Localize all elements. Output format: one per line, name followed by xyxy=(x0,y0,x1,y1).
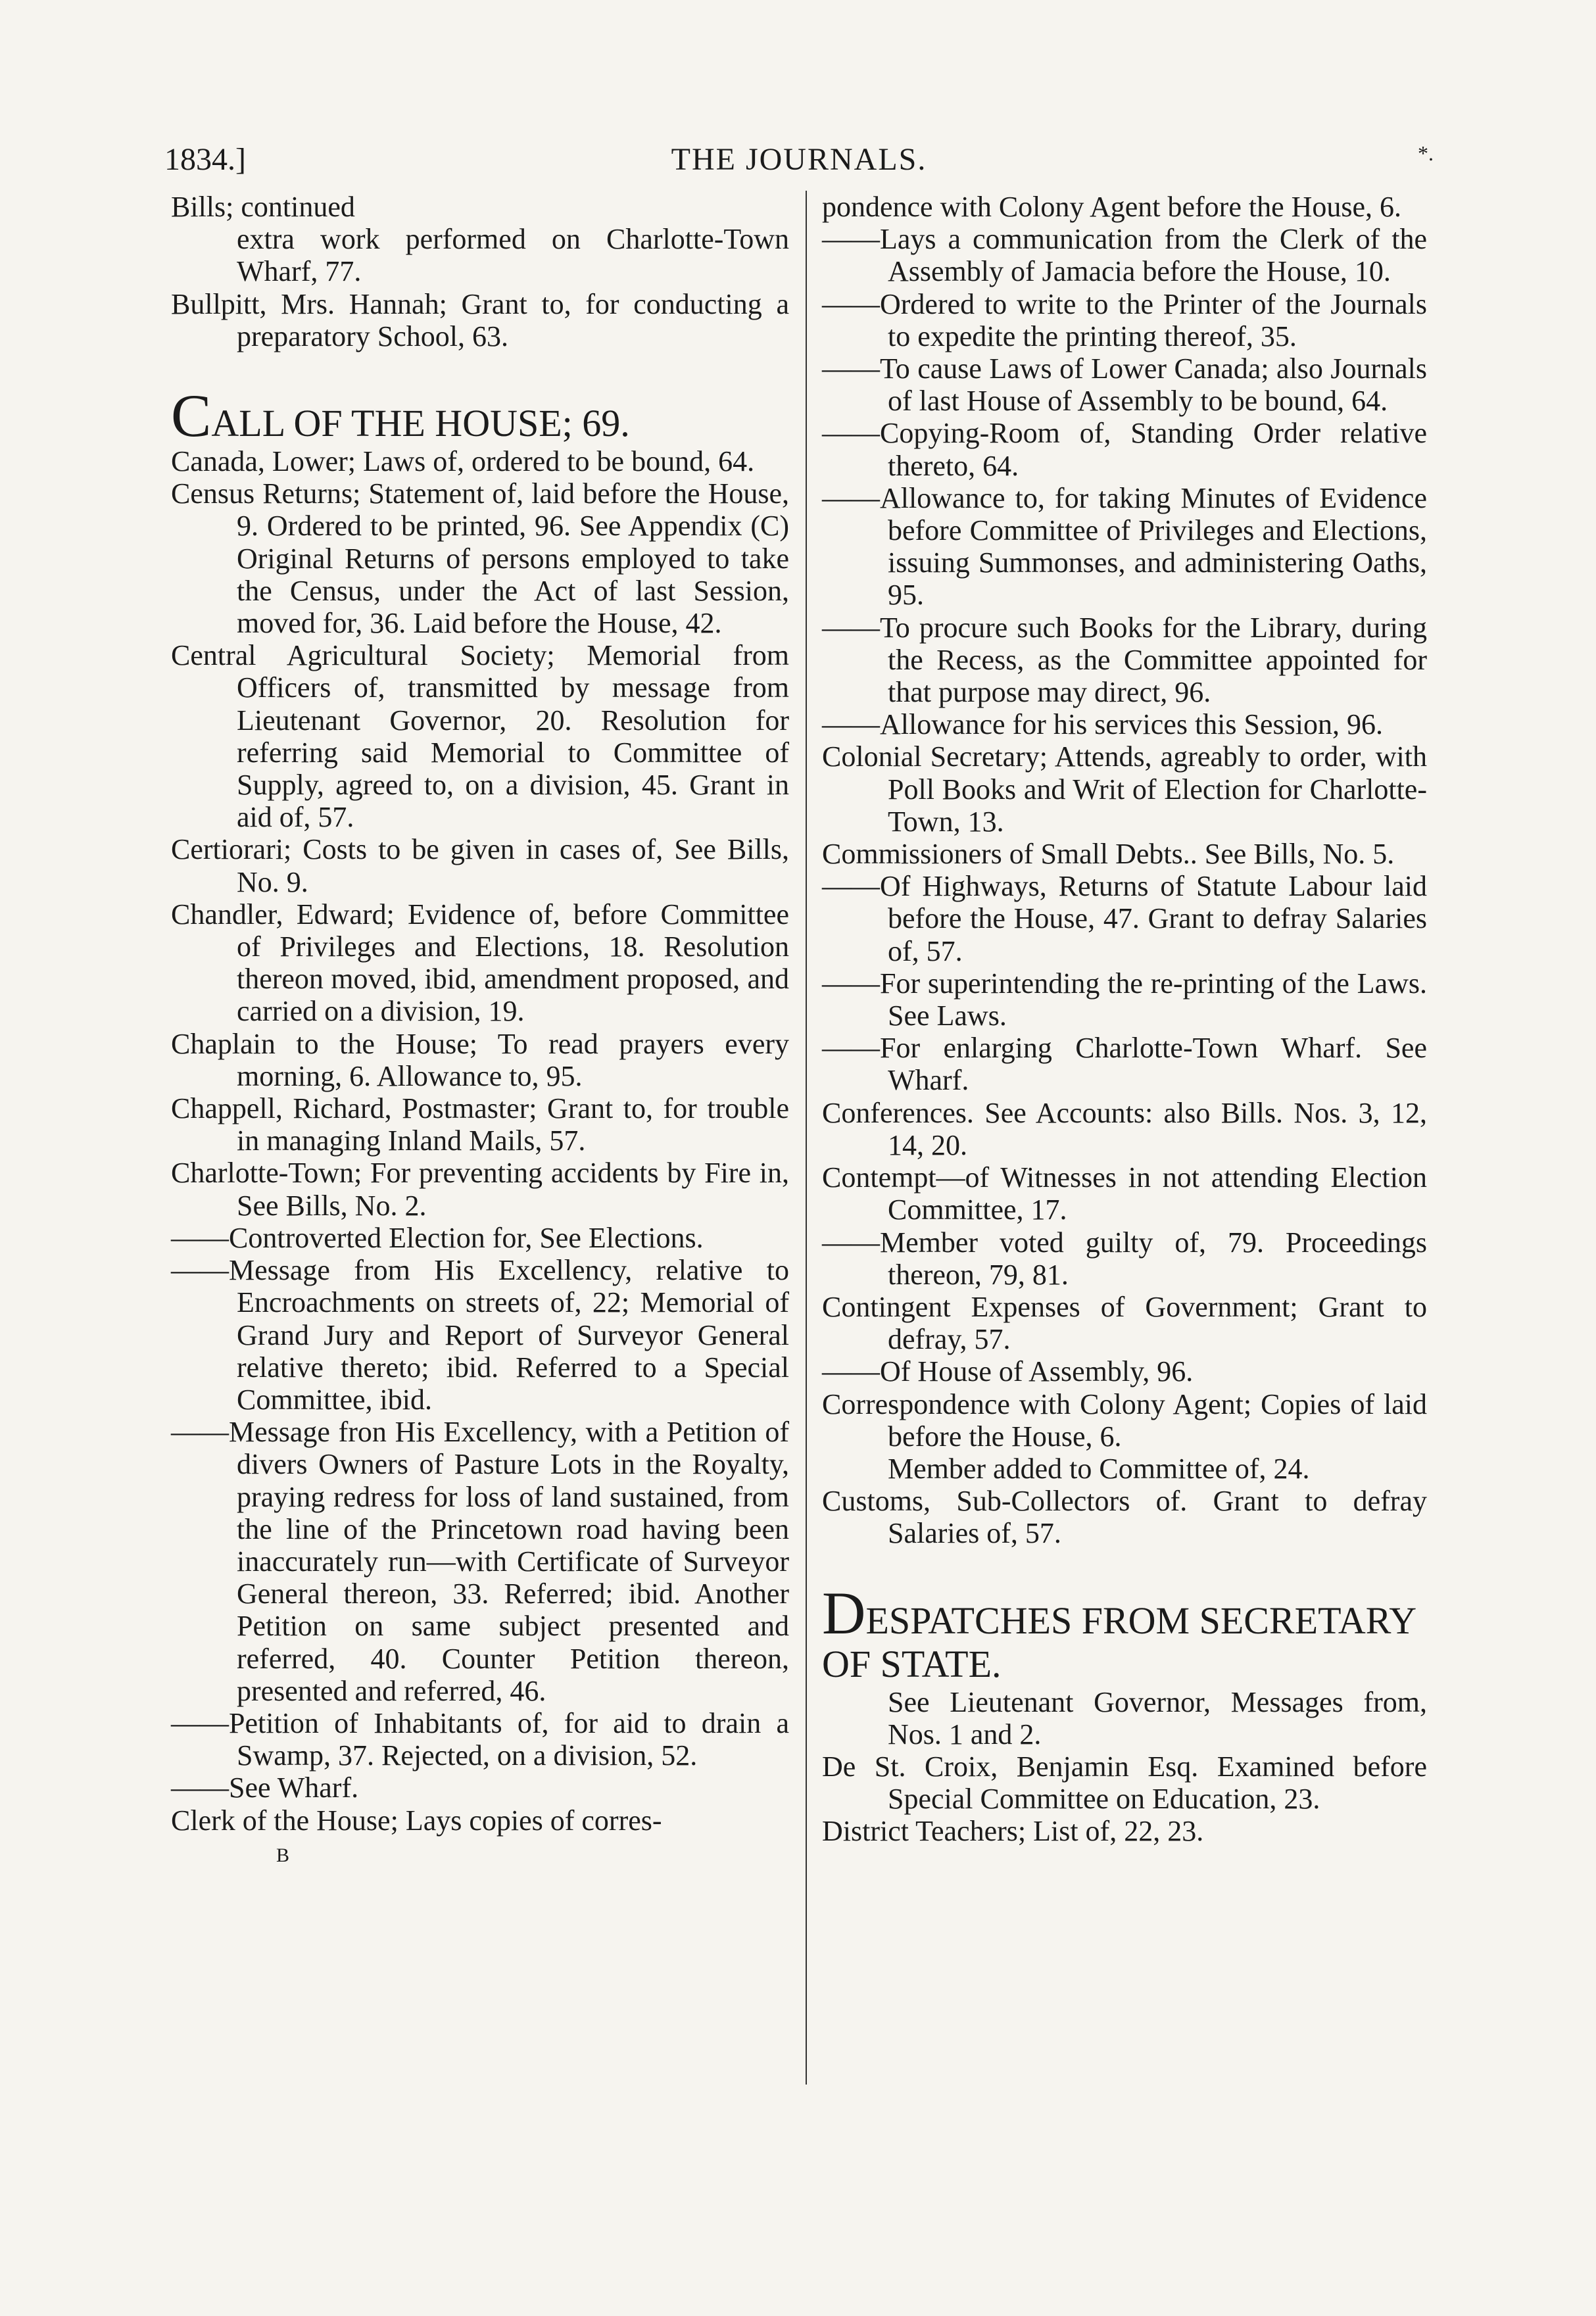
index-entry: ——Of House of Assembly, 96. xyxy=(822,1355,1194,1388)
index-entry: Correspondence with Colony Agent; Copies of laid before the House, 6. xyxy=(822,1387,1427,1453)
section-initial: C xyxy=(171,382,212,450)
index-entry: De St. Croix, Benjamin Esq. Examined before Special Committee on Education, 23. xyxy=(822,1750,1427,1816)
index-entry: ——Copying-Room of, Standing Order relative thereto, 64. xyxy=(822,417,1427,482)
left-column xyxy=(171,191,789,1871)
section-heading xyxy=(822,1579,1427,1686)
signature-mark: B xyxy=(276,1844,290,1866)
page-header xyxy=(164,135,1434,187)
index-entry: ——Message fron His Excellency, with a Petition of divers Owners of Pasture Lots in the Royalty, praying redress for loss of land sustained, from the line of the Princetown road having been inaccurately run—with Certificate of Surveyor General thereon, 33. Referred; ibid. Another Petition on same subject presented and referred, 40. Counter Petition thereon, presented and referred, 46. xyxy=(171,1416,789,1707)
index-entry: District Teachers; List of, 22, 23. xyxy=(822,1815,1204,1848)
section-spacer xyxy=(171,352,789,389)
section-heading xyxy=(171,382,789,450)
index-entry: extra work performed on Charlotte-Town Wharf, 77. xyxy=(237,223,789,288)
index-entry: ——Of Highways, Returns of Statute Labour laid before the House, 47. Grant to defray Salaries of, 57. xyxy=(822,870,1427,967)
index-entry: ——Allowance to, for taking Minutes of Evidence before Committee of Privileges and Elections, issuing Summonses, and administering Oaths, 95. xyxy=(822,481,1427,612)
index-entry: ——Lays a communication from the Clerk of the Assembly of Jamacia before the House, 10. xyxy=(822,223,1427,288)
page-title: THE JOURNALS. xyxy=(671,142,927,177)
index-entry: pondence with Colony Agent before the House, 6. xyxy=(822,191,1402,223)
index-entry: Chaplain to the House; To read prayers every morning, 6. Allowance to, 95. xyxy=(171,1027,789,1092)
section-spacer xyxy=(822,1550,1427,1586)
header-mark: *. xyxy=(1418,141,1434,165)
index-entry: Bullpitt, Mrs. Hannah; Grant to, for conducting a preparatory School, 63. xyxy=(171,287,789,352)
index-entry: Commissioners of Small Debts.. See Bills, No. 5. xyxy=(822,838,1395,871)
index-entry: Contingent Expenses of Government; Grant to defray, 57. xyxy=(822,1290,1427,1356)
index-entry: Census Returns; Statement of, laid before the House, 9. Ordered to be printed, 96. See Appendix (C) Original Returns of persons employed to take the Census, under the Act of last Session, moved for, 36. Laid before the House, 42. xyxy=(171,477,789,640)
index-entry: ——Petition of Inhabitants of, for aid to drain a Swamp, 37. Rejected, on a division, 52. xyxy=(171,1706,789,1772)
index-entry: ——Member voted guilty of, 79. Proceedings thereon, 79, 81. xyxy=(822,1226,1427,1291)
column-divider xyxy=(806,191,807,2085)
index-entry: Canada, Lower; Laws of, ordered to be bound, 64. xyxy=(171,445,755,478)
index-entry: ——For enlarging Charlotte-Town Wharf. See Wharf. xyxy=(822,1032,1427,1097)
index-entry: Contempt—of Witnesses in not attending Election Committee, 17. xyxy=(822,1161,1427,1226)
index-entry: Chandler, Edward; Evidence of, before Committee of Privileges and Elections, 18. Resolution thereon moved, ibid, amendment proposed, and carried on a division, 19. xyxy=(171,898,789,1028)
index-entry: Conferences. See Accounts: also Bills. Nos. 3, 12, 14, 20. xyxy=(822,1096,1427,1161)
index-entry: Central Agricultural Society; Memorial from Officers of, transmitted by message from Lieutenant Governor, 20. Resolution for referring said Memorial to Committee of Supply, agreed to, on a division, 45. Grant in aid of, 57. xyxy=(171,639,789,834)
section-initial: D xyxy=(822,1579,866,1647)
index-entry: ——For superintending the re-printing of the Laws. See Laws. xyxy=(822,967,1427,1032)
index-entry: Member added to Committee of, 24. xyxy=(888,1452,1310,1485)
page-year: 1834.] xyxy=(164,142,246,177)
index-entry: Certiorari; Costs to be given in cases of, See Bills, No. 9. xyxy=(171,833,789,898)
index-entry: ——To procure such Books for the Library, during the Recess, as the Committee appointed for that purpose may direct, 96. xyxy=(822,611,1427,709)
index-entry: ——Message from His Excellency, relative to Encroachments on streets of, 22; Memorial of Grand Jury and Report of Surveyor General relative thereto; ibid. Referred to a Special Committee, ibid. xyxy=(171,1254,789,1416)
section-heading-text: ESPATCHES FROM SECRETARY OF STATE. xyxy=(822,1599,1415,1685)
index-entry: Bills; continued xyxy=(171,191,355,223)
index-entry: See Lieutenant Governor, Messages from, Nos. 1 and 2. xyxy=(888,1685,1427,1750)
index-entry: ——Controverted Election for, See Elections. xyxy=(171,1221,704,1254)
index-entry: Clerk of the House; Lays copies of corres- xyxy=(171,1804,662,1837)
index-entry: Charlotte-Town; For preventing accidents by Fire in, See Bills, No. 2. xyxy=(171,1157,789,1222)
section-heading-text: ALL OF THE HOUSE; 69. xyxy=(211,402,630,445)
index-entry: ——Allowance for his services this Session, 96. xyxy=(822,708,1383,741)
index-entry: ——Ordered to write to the Printer of the Journals to expedite the printing thereof, 35. xyxy=(822,287,1427,352)
index-entry: ——See Wharf. xyxy=(171,1772,359,1804)
index-entry: Customs, Sub-Collectors of. Grant to defray Salaries of, 57. xyxy=(822,1485,1427,1550)
index-entry: Colonial Secretary; Attends, agreably to order, with Poll Books and Writ of Election for Charlotte-Town, 13. xyxy=(822,740,1427,838)
right-column xyxy=(822,191,1427,1848)
index-entry: Chappell, Richard, Postmaster; Grant to, for trouble in managing Inland Mails, 57. xyxy=(171,1092,789,1157)
index-entry: ——To cause Laws of Lower Canada; also Journals of last House of Assembly to be bound, 64. xyxy=(822,352,1427,418)
